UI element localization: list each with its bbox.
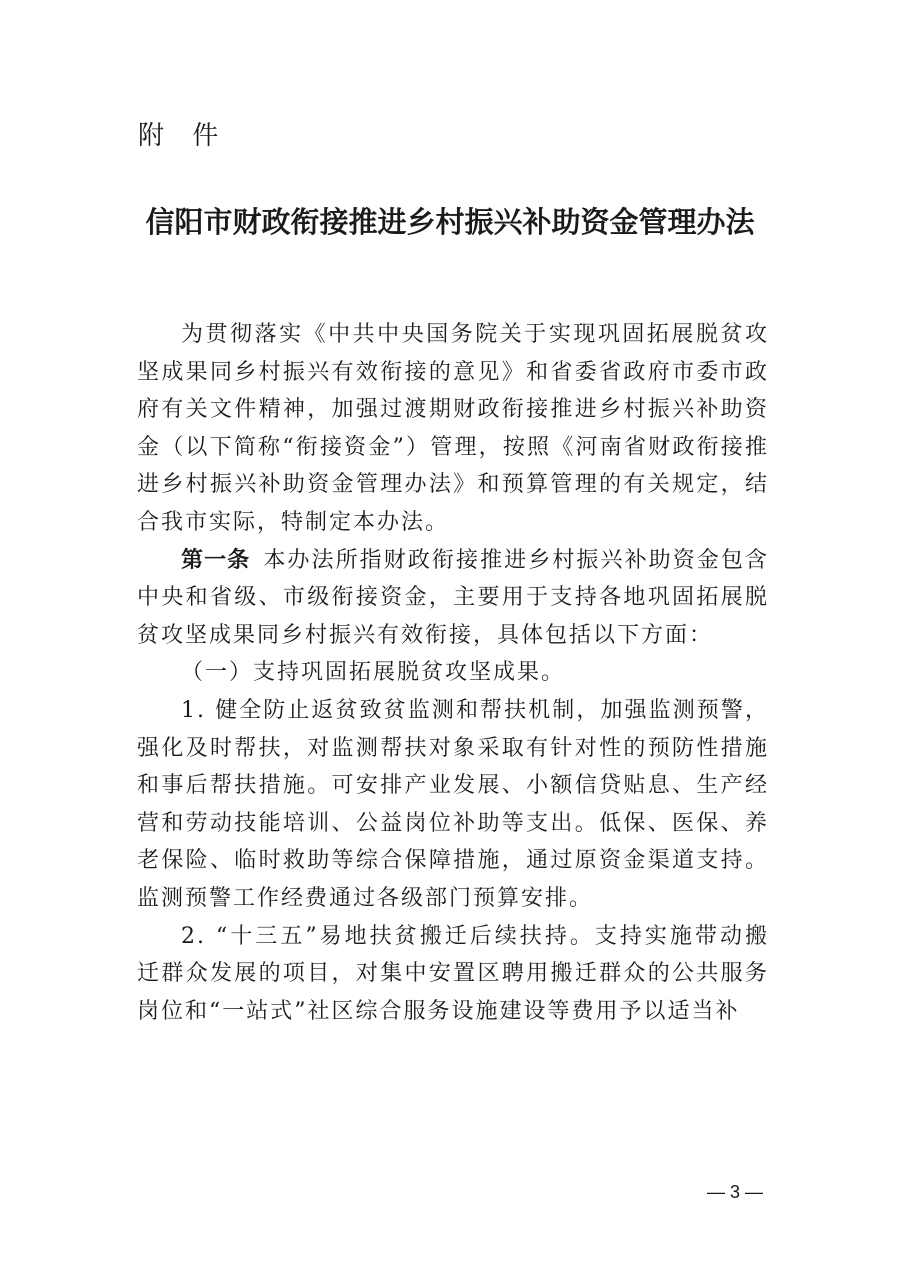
article-1-paragraph — [137, 542, 769, 655]
article-1-text: 本办法所指财政衔接推进乡村振兴补助资金包含中央和省级、市级衔接资金，主要用于支持各地巩固拓展脱贫攻坚成果同乡村振兴有效衔接，具体包括以下方面： — [137, 547, 769, 648]
page-number: — 3 — — [706, 1182, 763, 1202]
document-title: 信阳市财政衔接推进乡村振兴补助资金管理办法 — [145, 205, 755, 239]
document-body — [137, 316, 769, 1030]
item-1-paragraph: 1. 健全防止返贫致贫监测和帮扶机制，加强监测预警，强化及时帮扶，对监测帮扶对象采取有针对性的预防性措施和事后帮扶措施。可安排产业发展、小额信贷贴息、生产经营和劳动技能培训、公益岗位补助等支出。低保、医保、养老保险、临时救助等综合保障措施，通过原资金渠道支持。监测预警工作经费通过各级部门预算安排。 — [137, 697, 769, 911]
intro-paragraph: 为贯彻落实《中共中央国务院关于实现巩固拓展脱贫攻坚成果同乡村振兴有效衔接的意见》和省委省政府市委市政府有关文件精神，加强过渡期财政衔接推进乡村振兴补助资金（以下简称“衔接资金”）管理，按照《河南省财政衔接推进乡村振兴补助资金管理办法》和预算管理的有关规定，结合我市实际，特制定本办法。 — [137, 322, 769, 535]
article-1-number: 第一条 — [181, 547, 251, 573]
item-2-paragraph: 2. “十三五”易地扶贫搬迁后续扶持。支持实施带动搬迁群众发展的项目，对集中安置区聘用搬迁群众的公共服务岗位和“一站式”社区综合服务设施建设等费用予以适当补 — [137, 923, 769, 1024]
section-1-heading: （一）支持巩固拓展脱贫攻坚成果。 — [181, 660, 566, 686]
attachment-label: 附 件 — [138, 121, 229, 151]
